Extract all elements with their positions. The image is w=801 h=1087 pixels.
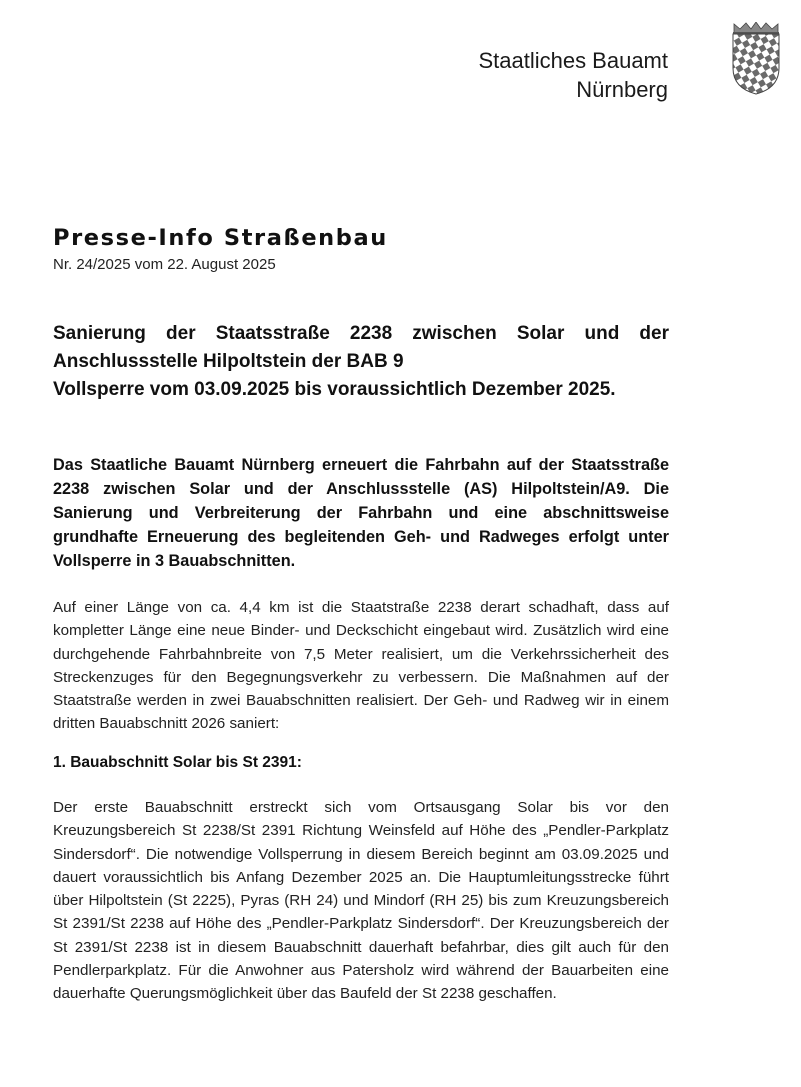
body-paragraph-2: Der erste Bauabschnitt erstreckt sich vom Ortsausgang Solar bis vor den Kreuzungsbereich St 2238/St 2391 Richtung Weinsfeld auf Höhe des „Pendler-Parkplatz Sindersdorf“. Die notwendige Vollsperrung in diesem Bereich beginnt am 03.09.2025 und dauert voraussichtlich bis Anfang Dezember 2025 an. Die Hauptumleitungsstrecke führt über Hilpoltstein (St 2225), Pyras (RH 24) und Mindorf (RH 25) bis zum Kreuzungsbereich St 2391/St 2238 auf Höhe des „Pendler-Parkplatz Sindersdorf“. Der Kreuzungsbereich der St 2391/St 2238 ist in diesem Bauabschnitt dauerhaft befahrbar, dies gilt auch für den Pendlerparkplatz. Für die Anwohner aus Patersholz wird während der Bauarbeiten eine dauerhafte Querungsmöglichkeit über das Baufeld der St 2238 geschaffen.: [53, 799, 669, 1003]
headline-line-1: Sanierung der Staatsstraße 2238 zwischen Solar und der Anschlussstelle Hilpoltstein der BAB 9: [53, 323, 669, 372]
press-headline: [53, 320, 669, 404]
issue-number-date: Nr. 24/2025 vom 22. August 2025: [53, 256, 276, 273]
section-heading-1: 1. Bauabschnitt Solar bis St 2391:: [53, 754, 302, 771]
authority-city: Nürnberg: [576, 77, 668, 102]
authority-name: Staatliches Bauamt: [478, 48, 668, 73]
body-paragraph-1: Auf einer Länge von ca. 4,4 km ist die Staatstraße 2238 derart schadhaft, dass auf kompletter Länge eine neue Binder- und Deckschicht eingebaut wird. Zusätzlich wird eine durchgehende Fahrbahnbreite von 7,5 Meter realisiert, um die Verkehrssicherheit des Streckenzuges für den Begegnungsverkehr zu verbessern. Die Maßnahmen auf der Staatstraße werden in zwei Bauabschnitten realisiert. Der Geh- und Radweg wir in einem dritten Bauabschnitt 2026 saniert:: [53, 599, 669, 733]
headline-line-2: Vollsperre vom 03.09.2025 bis voraussichtlich Dezember 2025.: [53, 379, 616, 400]
bavarian-diamond-crest-icon: [730, 22, 782, 96]
issuing-authority: [478, 46, 668, 104]
press-info-title: Presse-Info Straßenbau: [53, 225, 388, 251]
lead-paragraph: Das Staatliche Bauamt Nürnberg erneuert die Fahrbahn auf der Staatsstraße 2238 zwischen Solar und der Anschlussstelle (AS) Hilpoltstein/A9. Die Sanierung und Verbreiterung der Fahrbahn und eine abschnittsweise grundhafte Erneuerung des begleitenden Geh- und Radweges erfolgt unter Vollsperre in 3 Bauabschnitten.: [53, 456, 669, 570]
